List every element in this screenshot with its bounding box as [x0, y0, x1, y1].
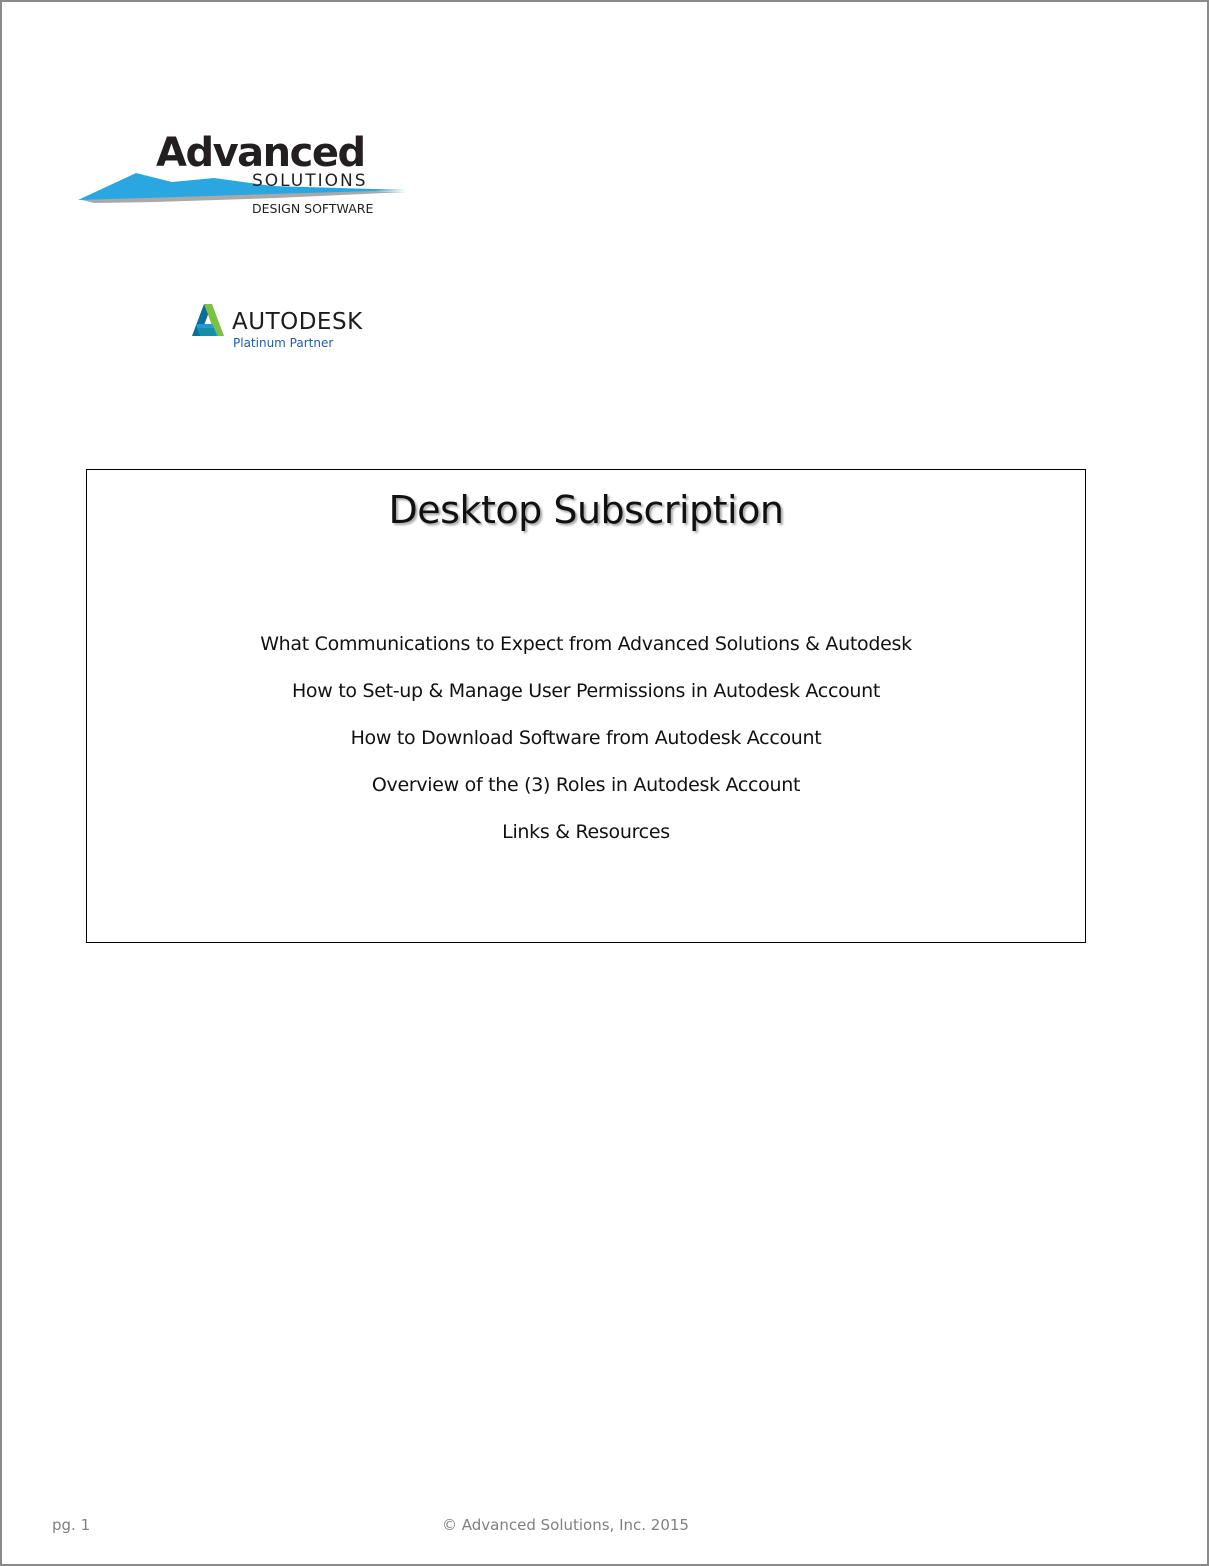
platinum-partner-label: Platinum Partner	[233, 336, 334, 350]
topic-list	[87, 621, 1085, 856]
solutions-wordmark: SOLUTIONS	[252, 171, 368, 191]
advanced-wordmark: Advanced	[156, 130, 365, 176]
title-box	[86, 469, 1086, 943]
autodesk-wordmark: AUTODESK	[232, 309, 363, 335]
copyright-notice: © Advanced Solutions, Inc. 2015	[442, 1516, 689, 1534]
page-title: Desktop Subscription	[388, 488, 784, 532]
topic-item: Links & Resources	[502, 821, 670, 843]
design-software-tagline: DESIGN SOFTWARE	[252, 201, 374, 216]
topic-item: How to Download Software from Autodesk Account	[350, 727, 822, 749]
autodesk-a-mark-icon	[192, 304, 224, 336]
advanced-solutions-logo	[76, 128, 416, 228]
topic-item: How to Set-up & Manage User Permissions in Autodesk Account	[291, 680, 881, 702]
topic-item: Overview of the (3) Roles in Autodesk Account	[371, 774, 801, 796]
topic-item: What Communications to Expect from Advanced Solutions & Autodesk	[260, 633, 912, 655]
autodesk-logo	[190, 300, 410, 356]
page-number: pg. 1	[52, 1516, 91, 1534]
